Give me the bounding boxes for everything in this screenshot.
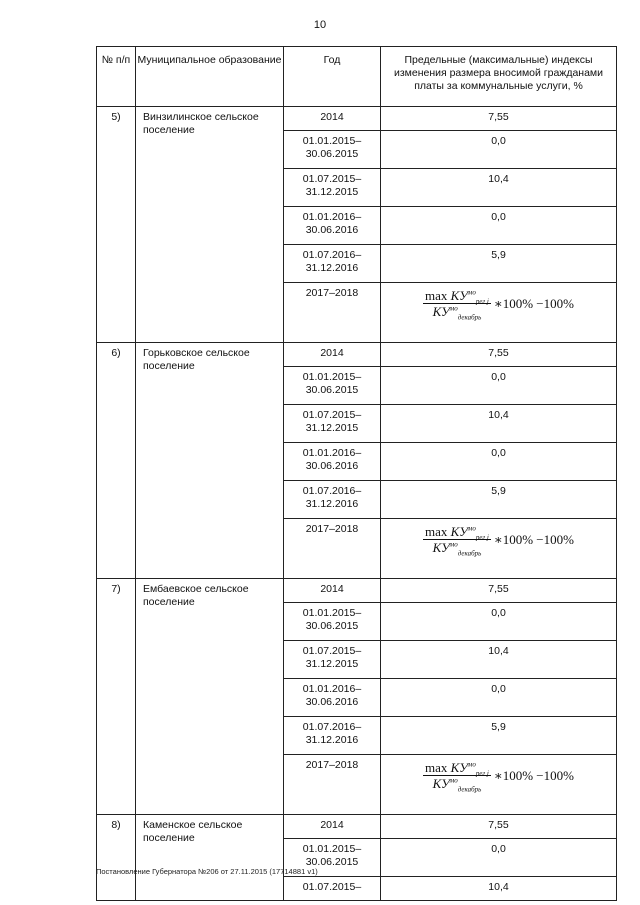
period-text: 30.06.2015 (305, 620, 359, 632)
period-text: 31.12.2016 (305, 734, 359, 746)
municipality-name: Каменское сельское поселение (136, 815, 284, 901)
period-cell (284, 755, 381, 815)
period-text: 01.01.2015– (302, 135, 362, 147)
period-cell (284, 815, 381, 839)
municipality-name: Ембаевское сельское поселение (136, 579, 284, 815)
page-number: 10 (313, 19, 327, 31)
period-text: 2014 (320, 347, 344, 359)
document-footer: Постановление Губернатора №206 от 27.11.2015 (17714881 v1) (96, 867, 318, 876)
period-text: 30.06.2015 (305, 856, 359, 868)
index-formula (423, 524, 574, 558)
period-text: 30.06.2015 (305, 148, 359, 160)
period-cell (284, 603, 381, 641)
period-text: 01.01.2016– (302, 447, 362, 459)
period-text: 31.12.2016 (305, 498, 359, 510)
period-text: 2017–2018 (305, 523, 359, 535)
period-cell (284, 405, 381, 443)
index-value: 10,4 (381, 641, 617, 679)
index-value: 0,0 (381, 367, 617, 405)
period-text: 2014 (320, 819, 344, 831)
period-cell (284, 283, 381, 343)
period-cell (284, 481, 381, 519)
period-cell (284, 679, 381, 717)
period-text: 30.06.2016 (305, 224, 359, 236)
formula-denominator: $КУ^{мо}_{декабрь}$ (432, 540, 482, 558)
formula-denominator: $КУ^{мо}_{декабрь}$ (432, 304, 482, 322)
index-value: 0,0 (381, 131, 617, 169)
index-value: 0,0 (381, 679, 617, 717)
period-text: 01.07.2015– (302, 409, 362, 421)
formula-numerator: $\max КУ^{мо}_{рег j}$ (425, 288, 489, 306)
header-year: Год (284, 47, 381, 107)
formula-fraction (423, 524, 491, 558)
formula-tail: ∗100% −100% (493, 296, 574, 311)
row-number: 5) (97, 107, 136, 343)
header-municipality: Муниципальное образование (136, 47, 284, 107)
formula-fraction (423, 760, 491, 794)
table-row (97, 815, 617, 839)
period-text: 2017–2018 (305, 759, 359, 771)
formula-numerator: $\max КУ^{мо}_{рег j}$ (425, 524, 489, 542)
table-header-row (97, 47, 617, 107)
period-cell (284, 443, 381, 481)
period-text: 31.12.2015 (305, 658, 359, 670)
index-value: 0,0 (381, 443, 617, 481)
table-row (97, 579, 617, 603)
formula-tail: ∗100% −100% (493, 768, 574, 783)
table-body (97, 107, 617, 901)
period-text: 31.12.2016 (305, 262, 359, 274)
index-value: 10,4 (381, 877, 617, 901)
period-text: 2017–2018 (305, 287, 359, 299)
formula-numerator: $\max КУ^{мо}_{рег j}$ (425, 760, 489, 778)
period-cell (284, 519, 381, 579)
period-cell (284, 717, 381, 755)
period-cell (284, 877, 381, 901)
index-value: 10,4 (381, 405, 617, 443)
period-text: 30.06.2016 (305, 460, 359, 472)
formula-tail: ∗100% −100% (493, 532, 574, 547)
index-value: 7,55 (381, 815, 617, 839)
period-text: 01.01.2016– (302, 211, 362, 223)
index-value: 7,55 (381, 343, 617, 367)
index-value: 5,9 (381, 481, 617, 519)
table-row (97, 107, 617, 131)
index-value: 7,55 (381, 107, 617, 131)
index-value: 10,4 (381, 169, 617, 207)
period-cell (284, 367, 381, 405)
period-cell (284, 131, 381, 169)
period-text: 01.07.2015– (302, 645, 362, 657)
row-number: 7) (97, 579, 136, 815)
period-text: 01.01.2015– (302, 371, 362, 383)
index-value: 0,0 (381, 839, 617, 877)
period-cell (284, 579, 381, 603)
index-value: 5,9 (381, 717, 617, 755)
period-text: 01.07.2016– (302, 485, 362, 497)
period-text: 2014 (320, 583, 344, 595)
period-text: 01.01.2015– (302, 843, 362, 855)
period-text: 30.06.2016 (305, 696, 359, 708)
period-cell (284, 107, 381, 131)
period-text: 2014 (320, 111, 344, 123)
period-text: 01.01.2016– (302, 683, 362, 695)
index-formula (423, 288, 574, 322)
row-number: 6) (97, 343, 136, 579)
municipality-name: Винзилинское сельское поселение (136, 107, 284, 343)
period-text: 01.07.2015– (302, 173, 362, 185)
period-text: 30.06.2015 (305, 384, 359, 396)
index-value (381, 519, 617, 579)
table-row (97, 343, 617, 367)
index-value (381, 283, 617, 343)
index-value: 0,0 (381, 207, 617, 245)
municipality-name: Горьковское сельское поселение (136, 343, 284, 579)
period-text: 01.01.2015– (302, 607, 362, 619)
period-text: 31.12.2015 (305, 422, 359, 434)
index-value (381, 755, 617, 815)
index-formula (423, 760, 574, 794)
formula-fraction (423, 288, 491, 322)
period-text: 01.07.2015– (302, 881, 362, 893)
period-text: 01.07.2016– (302, 249, 362, 261)
header-num: № п/п (97, 47, 136, 107)
row-number: 8) (97, 815, 136, 901)
index-value: 0,0 (381, 603, 617, 641)
period-text: 01.07.2016– (302, 721, 362, 733)
period-cell (284, 169, 381, 207)
index-value: 5,9 (381, 245, 617, 283)
period-text: 31.12.2015 (305, 186, 359, 198)
period-cell (284, 343, 381, 367)
period-cell (284, 641, 381, 679)
header-index: Предельные (максимальные) индексы изменения размера вносимой гражданами платы за коммунальные услуги, % (381, 47, 617, 107)
tariff-index-table (96, 46, 617, 901)
index-value: 7,55 (381, 579, 617, 603)
period-cell (284, 207, 381, 245)
period-cell (284, 245, 381, 283)
formula-denominator: $КУ^{мо}_{декабрь}$ (432, 776, 482, 794)
